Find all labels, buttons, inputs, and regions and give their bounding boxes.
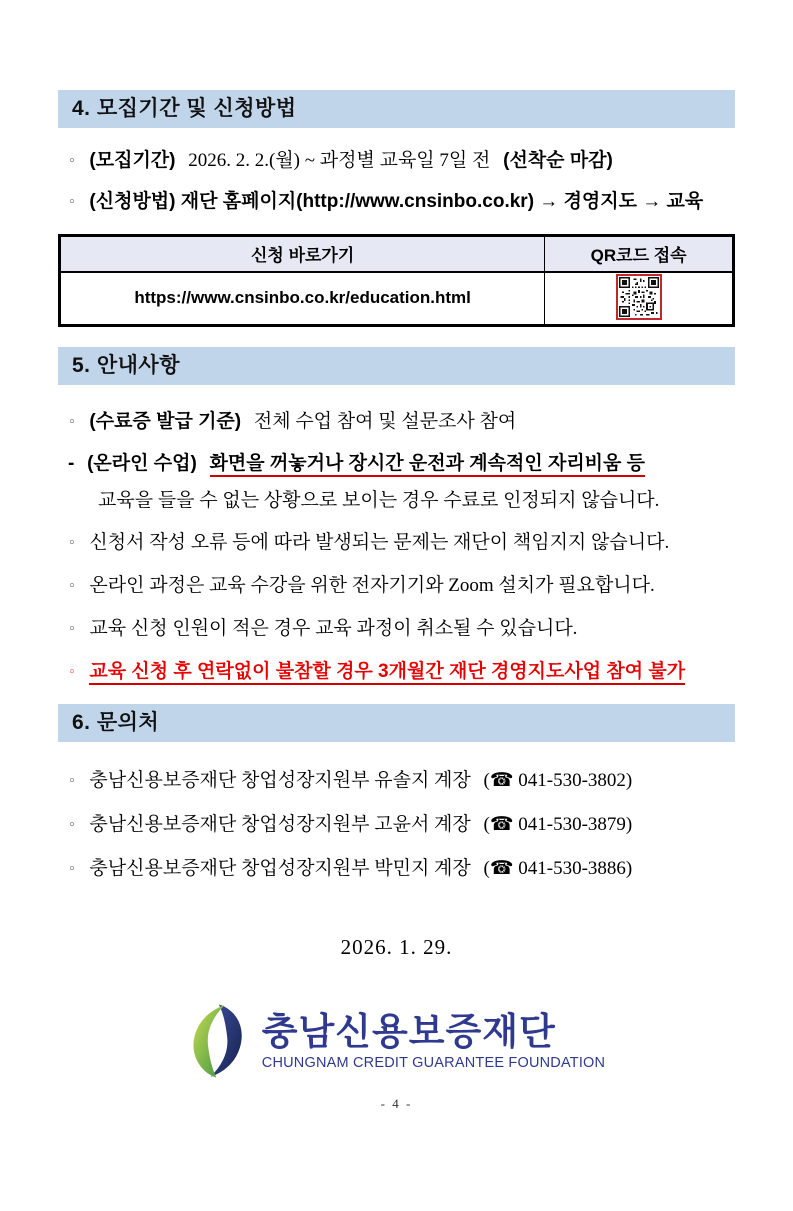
logo-english-name: CHUNGNAM CREDIT GUARANTEE FOUNDATION [261, 1054, 606, 1071]
bullet-icon: ◦ [68, 195, 76, 210]
note-cancellation-line: ◦ 교육 신청 인원이 적은 경우 교육 과정이 취소될 수 있습니다. [58, 614, 735, 645]
bullet-icon: ◦ [68, 536, 76, 551]
document-page [0, 90, 793, 1211]
certificate-criteria-line [58, 407, 735, 438]
no-show-warning-text: 교육 신청 후 연락없이 불참할 경우 3개월간 재단 경영지도사업 참여 불가 [89, 661, 685, 685]
qr-code-frame [616, 274, 662, 320]
contact-line [58, 810, 735, 841]
note-application-error-line: ◦ 신청서 작성 오류 등에 따라 발생되는 문제는 재단이 책임지지 않습니다. [58, 528, 735, 559]
contact-name: 충남신용보증재단 창업성장지원부 유솔지 계장 [89, 770, 471, 791]
document-date: 2026. 1. 29. [340, 935, 453, 959]
section5-header [58, 347, 735, 385]
section4-title: 4. 모집기간 및 신청방법 [72, 97, 297, 120]
online-class-label: (온라인 수업) [87, 453, 197, 474]
contact-name: 충남신용보증재단 창업성장지원부 고윤서 계장 [89, 814, 471, 835]
contact-phone: (☎ 041-530-3879) [483, 814, 633, 835]
online-class-warning: 화면을 꺼놓거나 장시간 운전과 계속적인 자리비움 등 [210, 453, 645, 477]
bullet-icon: ◦ [68, 665, 76, 680]
table-data-row [60, 272, 734, 326]
recruit-deadline-label: (선착순 마감) [503, 150, 613, 171]
contact-phone: (☎ 041-530-3886) [483, 858, 633, 879]
apply-method-text: (신청방법) 재단 홈페이지(http://www.cnsinbo.co.kr) → 경영지도 → 교육 [89, 191, 704, 212]
section6-header [58, 704, 735, 742]
link-column-header: 신청 바로가기 [60, 236, 545, 272]
online-class-continuation: 교육을 들을 수 없는 상황으로 보이는 경우 수료로 인정되지 않습니다. [98, 490, 660, 511]
section6-title: 6. 문의처 [72, 711, 160, 734]
contact-name: 충남신용보증재단 창업성장지원부 박민지 계장 [89, 858, 471, 879]
page-number: - 4 - [380, 1096, 413, 1111]
bullet-icon: ◦ [68, 415, 76, 430]
application-url: https://www.cnsinbo.co.kr/education.html [134, 288, 471, 308]
organization-logo [58, 1002, 735, 1080]
bullet-icon: ◦ [68, 579, 76, 594]
logo-text-block [262, 1012, 605, 1071]
logo-korean-name: 충남신용보증재단 [261, 1010, 556, 1052]
application-link-table [58, 234, 735, 327]
contact-line [58, 766, 735, 797]
table-header-row [60, 236, 734, 272]
qr-code-cell [545, 272, 734, 326]
bullet-icon: ◦ [68, 818, 76, 833]
contact-phone: (☎ 041-530-3802) [483, 770, 633, 791]
section4-header [58, 90, 735, 128]
dash-icon: - [68, 453, 75, 474]
recruit-period-line [58, 146, 735, 177]
recruit-period-label: (모집기간) [89, 150, 176, 171]
apply-method-line [58, 187, 735, 218]
contact-line [58, 854, 735, 885]
qr-column-header: QR코드 접속 [545, 236, 734, 272]
logo-leaf-icon [188, 1002, 248, 1080]
section5-title: 5. 안내사항 [72, 354, 180, 377]
recruit-period-value: 2026. 2. 2.(월) ~ 과정별 교육일 7일 전 [188, 150, 491, 171]
qr-code-icon [619, 277, 659, 317]
bullet-icon: ◦ [68, 622, 76, 637]
bullet-icon: ◦ [68, 774, 76, 789]
no-show-warning-line [58, 657, 735, 688]
application-url-cell [60, 272, 545, 326]
certificate-criteria-value: 전체 수업 참여 및 설문조사 참여 [253, 411, 517, 432]
online-class-line [58, 449, 735, 479]
bullet-icon: ◦ [68, 862, 76, 877]
note-zoom-required-line: ◦ 온라인 과정은 교육 수강을 위한 전자기기와 Zoom 설치가 필요합니다. [58, 571, 735, 602]
bullet-icon: ◦ [68, 154, 76, 169]
certificate-criteria-label: (수료증 발급 기준) [89, 411, 242, 432]
